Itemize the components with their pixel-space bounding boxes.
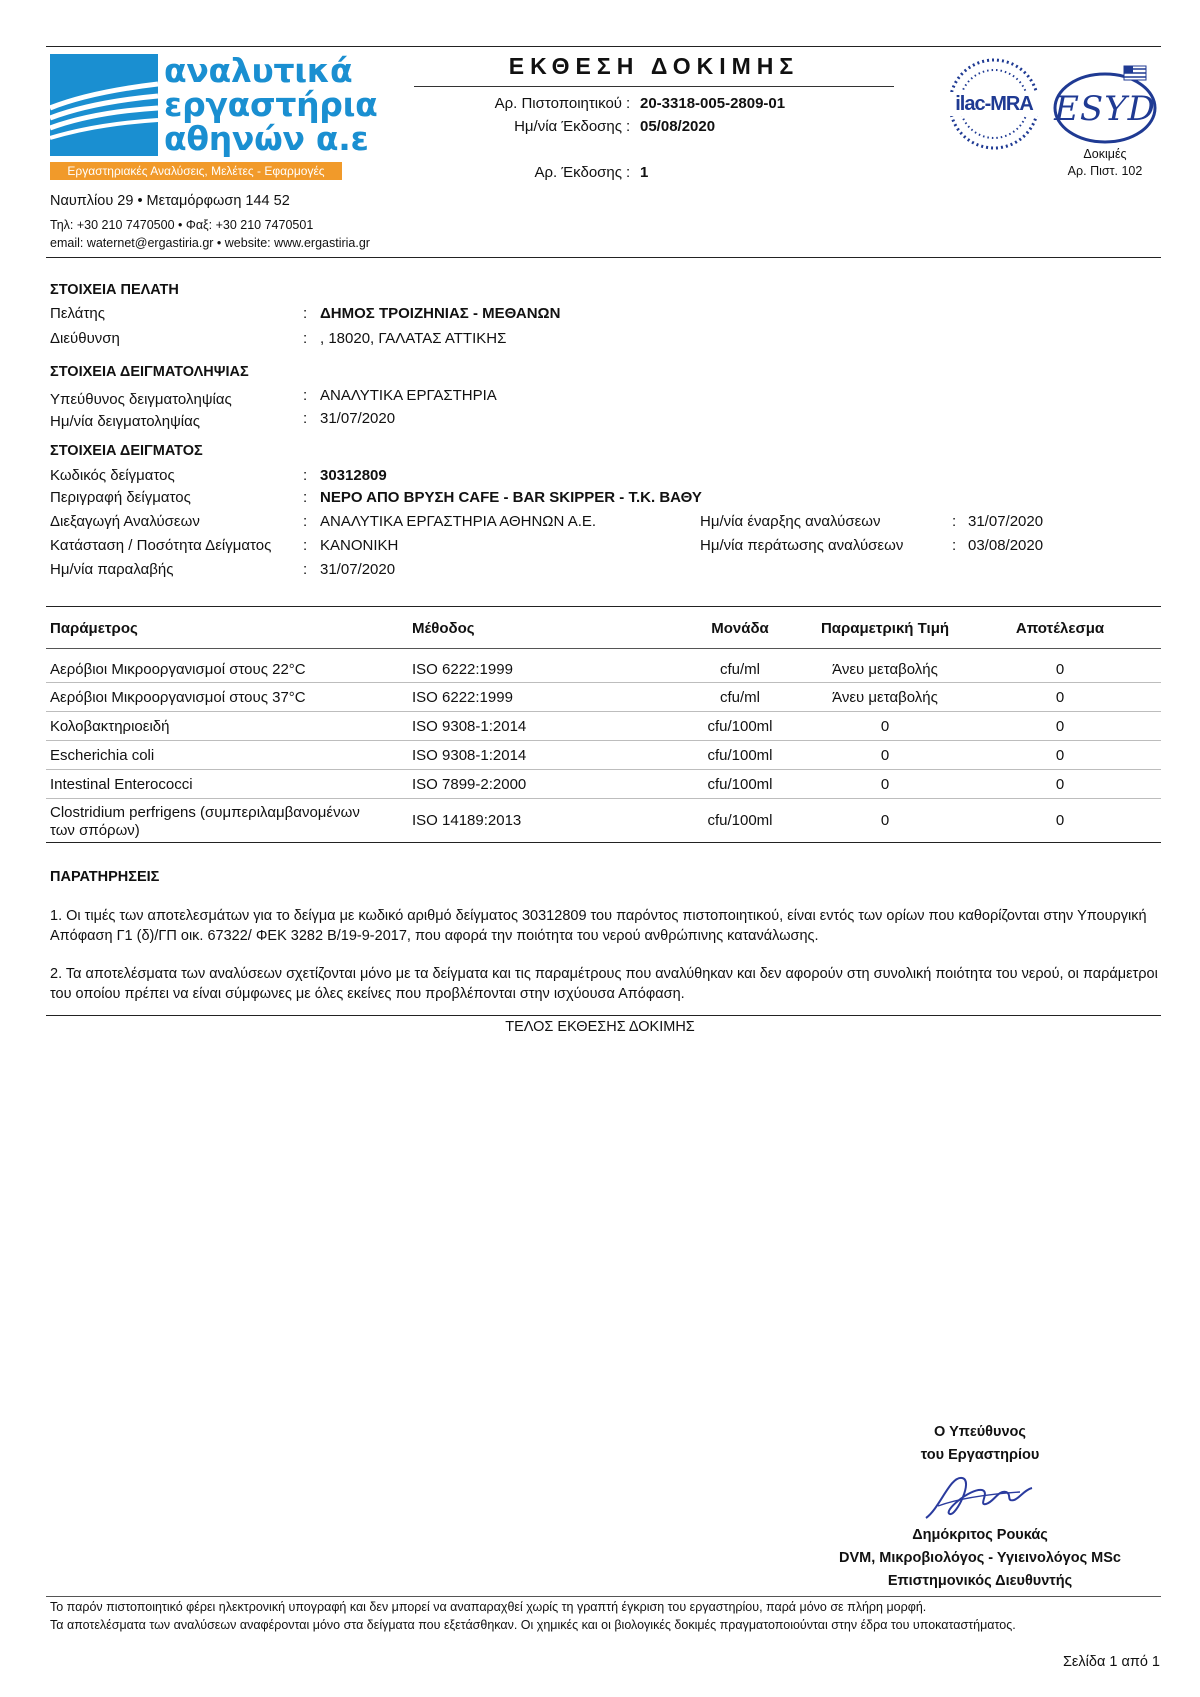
client-name-label: Πελάτης xyxy=(50,305,105,322)
remarks-rule xyxy=(46,1015,1161,1016)
col-header-result: Αποτέλεσμα xyxy=(1015,620,1105,637)
logo-tagline: Εργαστηριακές Αναλύσεις, Μελέτες - Εφαρμογές xyxy=(50,162,342,180)
page-number: Σελίδα 1 από 1 xyxy=(1062,1654,1160,1670)
sample-receipt-label: Ημ/νία παραλαβής xyxy=(50,561,174,578)
analysis-end-label: Ημ/νία περάτωσης αναλύσεων xyxy=(700,537,904,554)
analysis-end-colon: : xyxy=(952,537,957,554)
row-divider xyxy=(46,682,1161,683)
row-method: ISO 14189:2013 xyxy=(412,812,522,829)
lab-address: Ναυπλίου 29 • Μεταμόρφωση 144 52 xyxy=(50,193,290,209)
row-unit: cfu/100ml xyxy=(707,812,773,829)
cert-label: Αρ. Πιστοποιητικού xyxy=(494,95,622,112)
accreditation-cert-no: Αρ. Πιστ. 102 xyxy=(1067,164,1143,178)
issue-date-colon: : xyxy=(626,118,631,135)
remark-2: 2. Τα αποτελέσματα των αναλύσεων σχετίζονται μόνο με τα δείγματα και τις παραμέτρους που αναλύθηκαν και δεν αφορούν στη συνολική ποιότητα του νερού, οι παράμετροι του οποίου πρέπει να είναι σύμφωνες με όλες εκείνες που προβλέπονται στην ισχύουσα Απόφαση. xyxy=(50,966,1158,1002)
row-unit: cfu/ml xyxy=(719,689,760,706)
row-limit: 0 xyxy=(880,718,890,735)
sample-receipt-value: 31/07/2020 xyxy=(320,561,396,578)
sample-code-label: Κωδικός δείγματος xyxy=(50,467,175,484)
row-unit: cfu/100ml xyxy=(707,747,773,764)
row-result: 0 xyxy=(1055,776,1065,793)
sample-heading: ΣΤΟΙΧΕΙΑ ΔΕΙΓΜΑΤΟΣ xyxy=(50,443,203,459)
row-method: ISO 6222:1999 xyxy=(412,689,513,706)
row-parameter: Escherichia coli xyxy=(50,747,155,764)
col-header-unit: Μονάδα xyxy=(711,620,769,637)
sample-desc-colon: : xyxy=(303,489,308,506)
sampling-heading: ΣΤΟΙΧΕΙΑ ΔΕΙΓΜΑΤΟΛΗΨΙΑΣ xyxy=(50,364,249,380)
sampling-date-value: 31/07/2020 xyxy=(320,410,396,427)
row-divider xyxy=(46,740,1161,741)
analysis-start-label: Ημ/νία έναρξης αναλύσεων xyxy=(700,513,881,530)
signatory-role: Επιστημονικός Διευθυντής xyxy=(887,1573,1073,1589)
row-unit: cfu/ml xyxy=(719,661,760,678)
logo-line-1: αναλυτικά xyxy=(164,51,353,90)
sample-code-value: 30312809 xyxy=(320,467,387,484)
row-parameter: Intestinal Enterococci xyxy=(50,776,193,793)
sample-state-colon: : xyxy=(303,537,308,554)
lab-contact: email: waternet@ergastiria.gr • website: www.ergastiria.gr xyxy=(50,236,370,250)
analysis-start-colon: : xyxy=(952,513,957,530)
client-name-value: ΔΗΜΟΣ ΤΡΟΙΖΗΝΙΑΣ - ΜΕΘΑΝΩΝ xyxy=(320,305,561,322)
client-address-colon: : xyxy=(303,330,308,347)
sampling-responsible-colon: : xyxy=(303,387,308,404)
sample-state-label: Κατάσταση / Ποσότητα Δείγματος xyxy=(50,537,272,554)
esyd-logo xyxy=(1050,64,1160,146)
row-parameter-cont: των σπόρων) xyxy=(50,822,140,839)
ilac-mra-logo xyxy=(946,56,1042,152)
issue-date-value: 05/08/2020 xyxy=(640,118,716,135)
sample-receipt-colon: : xyxy=(303,561,308,578)
sample-analysis-value: ΑΝΑΛΥΤΙΚΑ ΕΡΓΑΣΤΗΡΙΑ ΑΘΗΝΩΝ Α.Ε. xyxy=(320,513,597,530)
footer-rule xyxy=(46,1596,1161,1597)
sampling-date-colon: : xyxy=(303,410,308,427)
signature-line-1: Ο Υπεύθυνος xyxy=(934,1424,1026,1440)
row-unit: cfu/100ml xyxy=(707,776,773,793)
col-header-method: Μέθοδος xyxy=(412,620,475,637)
logo-line-2: εργαστήρια xyxy=(164,85,378,124)
issue-no-colon: : xyxy=(626,164,631,181)
footer-line-2: Τα αποτελέσματα των αναλύσεων αναφέρονται μόνο στα δείγματα που εξετάσθηκαν. Οι χημικές και οι βιολογικές δοκιμές πραγματοποιούνται στην έδρα του υποκαταστήματος. xyxy=(50,1618,1016,1632)
report-title: ΕΚΘΕΣΗ ΔΟΚΙΜΗΣ xyxy=(508,53,800,79)
sample-state-value: ΚΑΝΟΝΙΚΗ xyxy=(320,537,399,554)
signature-line-2: του Εργαστηρίου xyxy=(920,1447,1040,1463)
esyd-text: ESYD xyxy=(1054,89,1156,129)
row-result: 0 xyxy=(1055,661,1065,678)
table-bottom-rule xyxy=(46,842,1161,843)
row-limit: 0 xyxy=(880,747,890,764)
tests-label: Δοκιμές xyxy=(1083,147,1127,161)
row-result: 0 xyxy=(1055,718,1065,735)
table-header-rule xyxy=(46,648,1161,649)
row-limit: Άνευ μεταβολής xyxy=(832,661,938,678)
row-limit: Άνευ μεταβολής xyxy=(832,689,938,706)
client-address-value: , 18020, ΓΑΛΑΤΑΣ ΑΤΤΙΚΗΣ xyxy=(320,330,507,347)
col-header-limit: Παραμετρική Τιμή xyxy=(820,620,950,637)
signatory-name: Δημόκριτος Ρουκάς xyxy=(912,1527,1048,1543)
row-method: ISO 9308-1:2014 xyxy=(412,718,527,735)
row-limit: 0 xyxy=(880,776,890,793)
col-header-parameter: Παράμετρος xyxy=(50,620,138,637)
row-parameter: Clostridium perfrigens (συμπεριλαμβανομένων xyxy=(50,804,360,821)
sampling-responsible-value: ΑΝΑΛΥΤΙΚΑ ΕΡΓΑΣΤΗΡΙΑ xyxy=(320,387,497,404)
client-name-colon: : xyxy=(303,305,308,322)
cert-value: 20-3318-005-2809-01 xyxy=(640,95,786,112)
row-divider xyxy=(46,711,1161,712)
row-divider xyxy=(46,769,1161,770)
row-divider xyxy=(46,798,1161,799)
sample-desc-value: ΝΕΡΟ ΑΠΟ ΒΡΥΣΗ CAFE - BAR SKIPPER - Τ.Κ. ΒΑΘΥ xyxy=(320,489,702,506)
title-underline xyxy=(414,86,894,87)
sample-desc-label: Περιγραφή δείγματος xyxy=(50,489,191,506)
logo-waves-icon xyxy=(50,54,158,156)
sample-code-colon: : xyxy=(303,467,308,484)
row-parameter: Αερόβιοι Μικροοργανισμοί στους 22°C xyxy=(50,661,306,678)
ilac-mra-text: ilac-MRA xyxy=(955,93,1033,115)
logo-line-3: αθηνών α.ε xyxy=(164,119,369,158)
footer-line-1: Το παρόν πιστοποιητικό φέρει ηλεκτρονική υπογραφή και δεν μπορεί να αναπαραχθεί χωρίς τη γραπτή έγκριση του εργαστηρίου, παρά μόνο σε πλήρη μορφή. xyxy=(50,1600,927,1614)
issue-no-label: Αρ. Έκδοσης xyxy=(534,164,622,181)
table-top-rule xyxy=(46,606,1161,607)
analysis-start-value: 31/07/2020 xyxy=(968,513,1044,530)
sample-analysis-colon: : xyxy=(303,513,308,530)
sample-analysis-label: Διεξαγωγή Αναλύσεων xyxy=(50,513,200,530)
sampling-responsible-label: Υπεύθυνος δειγματοληψίας xyxy=(50,391,232,408)
row-parameter: Αερόβιοι Μικροοργανισμοί στους 37°C xyxy=(50,689,306,706)
sampling-date-label: Ημ/νία δειγματοληψίας xyxy=(50,413,201,430)
row-result: 0 xyxy=(1055,689,1065,706)
row-limit: 0 xyxy=(880,812,890,829)
cert-colon: : xyxy=(626,95,631,112)
row-method: ISO 6222:1999 xyxy=(412,661,513,678)
top-rule xyxy=(46,46,1161,47)
row-method: ISO 7899-2:2000 xyxy=(412,776,527,793)
row-unit: cfu/100ml xyxy=(707,718,773,735)
header-rule xyxy=(46,257,1161,258)
lab-logo xyxy=(50,51,378,158)
row-result: 0 xyxy=(1055,747,1065,764)
issue-no-value: 1 xyxy=(640,164,649,181)
issue-date-label: Ημ/νία Έκδοσης xyxy=(514,118,622,135)
client-heading: ΣΤΟΙΧΕΙΑ ΠΕΛΑΤΗ xyxy=(50,282,179,298)
remarks-heading: ΠΑΡΑΤΗΡΗΣΕΙΣ xyxy=(50,869,160,885)
row-parameter: Κολοβακτηριοειδή xyxy=(50,718,170,735)
end-of-report: ΤΕΛΟΣ ΕΚΘΕΣΗΣ ΔΟΚΙΜΗΣ xyxy=(505,1019,695,1035)
client-address-label: Διεύθυνση xyxy=(50,330,120,347)
row-method: ISO 9308-1:2014 xyxy=(412,747,527,764)
lab-phones: Τηλ: +30 210 7470500 • Φαξ: +30 210 7470501 xyxy=(50,218,314,232)
signatory-title: DVM, Μικροβιολόγος - Υγιεινολόγος MSc xyxy=(839,1550,1121,1566)
analysis-end-value: 03/08/2020 xyxy=(968,537,1044,554)
handwritten-signature xyxy=(920,1468,1040,1524)
remark-1: 1. Οι τιμές των αποτελεσμάτων για το δείγμα με κωδικό αριθμό δείγματος 30312809 του παρόντος πιστοποιητικού, είναι εντός των ορίων που καθορίζονται στην Υπουργική Απόφαση Γ1 (δ)/ΓΠ οικ. 67322/ ΦΕΚ 3282 Β/19-9-2017, που αφορά την ποιότητα του νερού ανθρώπινης κατανάλωσης. xyxy=(50,908,1147,944)
row-result: 0 xyxy=(1055,812,1065,829)
